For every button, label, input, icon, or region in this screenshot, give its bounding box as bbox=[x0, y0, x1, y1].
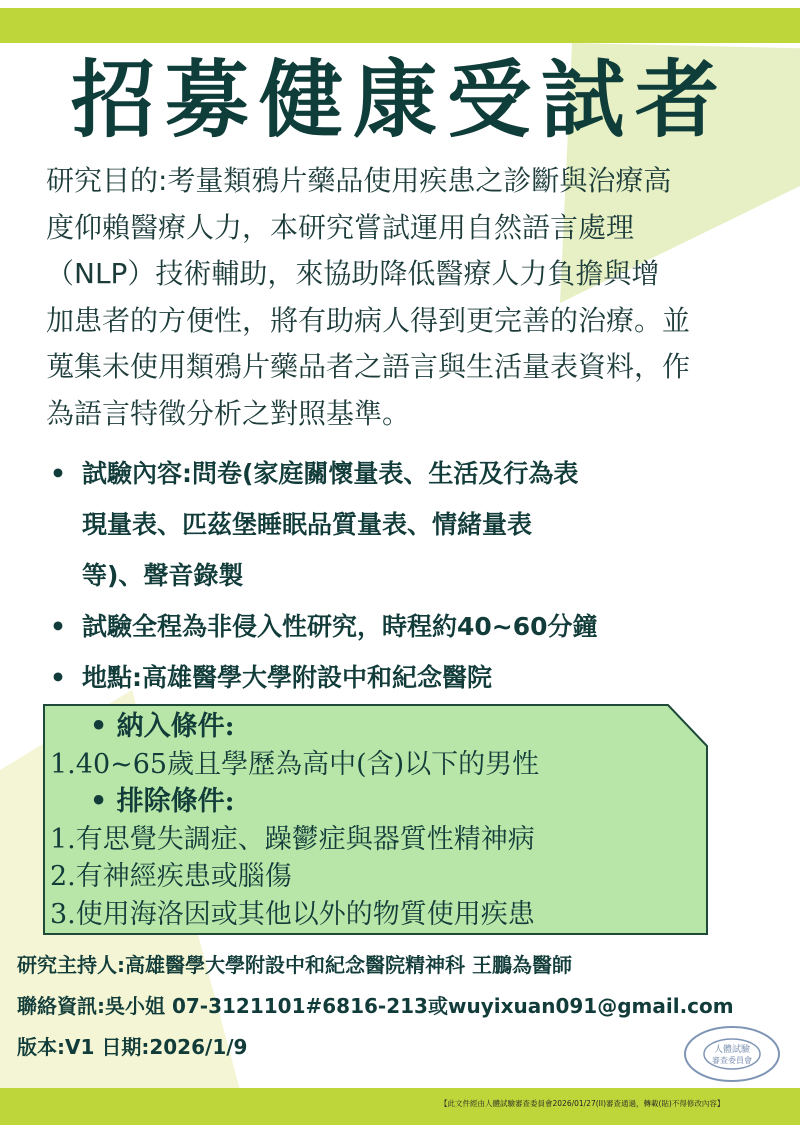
exclusion-heading: • 排除條件: bbox=[90, 786, 235, 817]
top-band bbox=[0, 8, 800, 43]
approval-note: 【此文件經由人體試驗審查委員會2026/01/27(II)審查通過，轉載(貼)不得修改內容】 bbox=[440, 1099, 725, 1108]
svg-text:人體試驗: 人體試驗 bbox=[713, 1045, 751, 1055]
principal-investigator: 研究主持人:高雄醫學大學附設中和紀念醫院精神科 王鵬為醫師 bbox=[17, 953, 572, 977]
bullet-icon: • bbox=[50, 612, 66, 641]
criteria-content bbox=[50, 708, 539, 933]
bullet-line: 現量表、匹茲堡睡眠品質量表、情緒量表 bbox=[82, 510, 533, 539]
purpose-line: 蒐集未使用類鴉片藥品者之語言與生活量表資料，作 bbox=[46, 350, 691, 383]
inclusion-heading: • 納入條件: bbox=[90, 711, 235, 742]
purpose-line: 為語言特徵分析之對照基準。 bbox=[46, 396, 411, 430]
version-date: 版本:V1 日期:2026/1/9 bbox=[17, 1035, 248, 1059]
exclusion-item: 3.使用海洛因或其他以外的物質使用疾患 bbox=[50, 898, 535, 930]
purpose-line: 加患者的方便性，將有助病人得到更完善的治療。並 bbox=[46, 303, 691, 337]
study-purpose bbox=[46, 158, 786, 437]
svg-text:審查委員會: 審查委員會 bbox=[712, 1056, 752, 1065]
exclusion-item: 1.有思覺失調症、躁鬱症與器質性精神病 bbox=[50, 823, 535, 855]
bullet-line: 試驗全程為非侵入性研究，時程約40~60分鐘 bbox=[82, 612, 598, 641]
purpose-line: 研究目的:考量類鴉片藥品使用疾患之診斷與治療高 bbox=[46, 164, 672, 197]
contact-section bbox=[17, 945, 734, 1068]
list-item-content bbox=[50, 448, 790, 601]
inclusion-item: 1.40~65歲且學歷為高中(含)以下的男性 bbox=[50, 748, 540, 780]
study-details-list bbox=[50, 448, 790, 703]
list-item-duration bbox=[50, 601, 790, 652]
bullet-line: 等)、聲音錄製 bbox=[82, 561, 244, 590]
bullet-icon: • bbox=[50, 459, 66, 488]
page-title: 招募健康受試者 bbox=[70, 50, 729, 149]
contact-info: 聯絡資訊:吳小姐 07-3121101#6816-213或wuyixuan091@gmail.com bbox=[17, 994, 734, 1018]
purpose-line: （NLP）技術輔助，來協助降低醫療人力負擔與增 bbox=[46, 257, 660, 290]
purpose-line: 度仰賴醫療人力，本研究嘗試運用自然語言處理 bbox=[46, 210, 635, 244]
exclusion-item: 2.有神經疾患或腦傷 bbox=[50, 861, 292, 892]
bullet-line: 試驗內容:問卷(家庭關懷量表、生活及行為表 bbox=[82, 459, 579, 488]
list-item-location bbox=[50, 652, 790, 703]
bullet-line: 地點:高雄醫學大學附設中和紀念醫院 bbox=[82, 663, 492, 692]
irb-seal-icon bbox=[683, 1025, 781, 1083]
bullet-icon: • bbox=[50, 663, 66, 692]
